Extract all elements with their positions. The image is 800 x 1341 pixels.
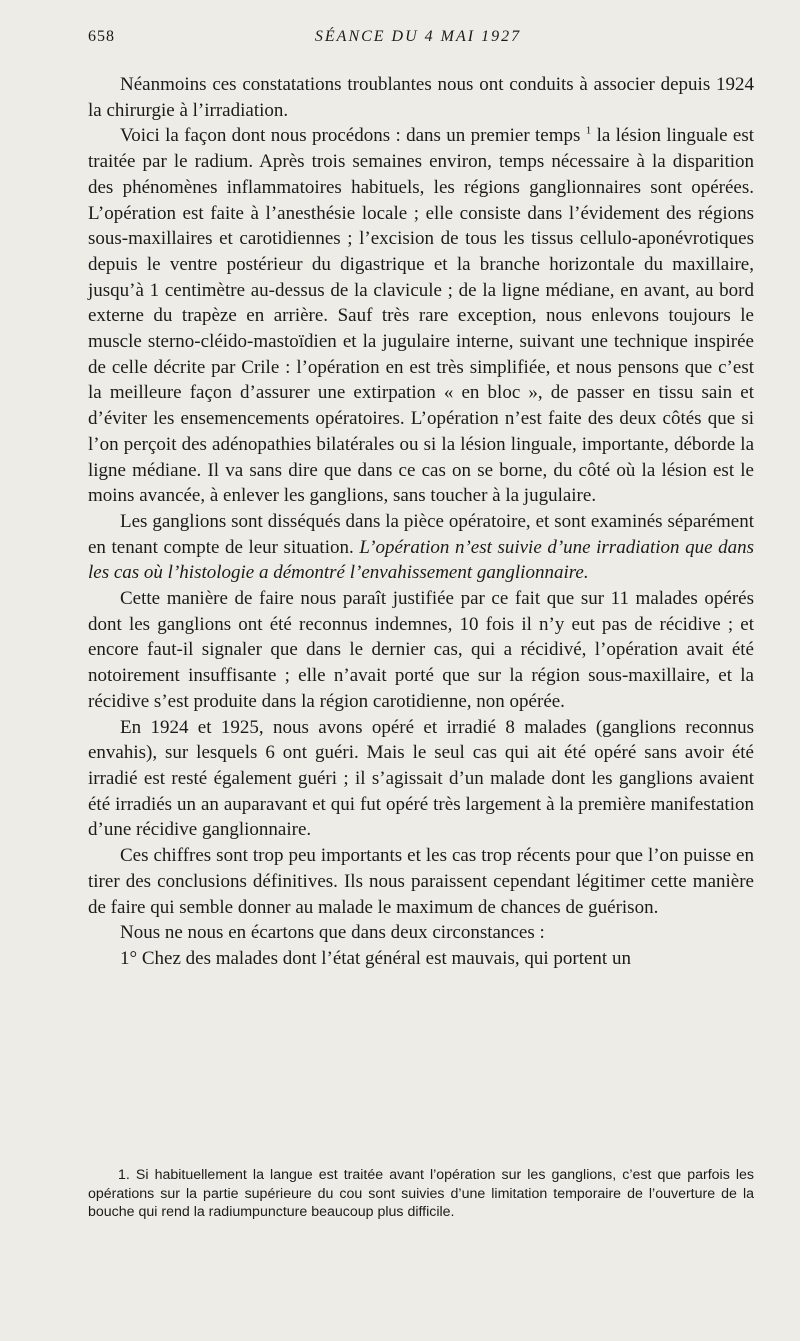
paragraph-3 xyxy=(88,509,754,586)
paragraph-text: Voici la façon dont nous procédons : dans un premier temps xyxy=(120,125,581,147)
paragraph-4 xyxy=(88,586,754,715)
paragraph-7 xyxy=(88,920,754,946)
paragraph-5 xyxy=(88,715,754,844)
paragraph-text: Cette manière de faire nous paraît justifiée par ce fait que sur 11 malades opérés dont les ganglions ont été reconnus indemnes, 10 fois il n’y eut pas de récidive ; et encore faut-il signaler que dans le dernier cas, qui a récidivé, l’opération avait été notoirement insuffisante ; elle n’avait porté que sur la région sous-maxillaire, et la récidive s’est produite dans la région carotidienne, non opérée. xyxy=(88,588,754,712)
paragraph-text: Nous ne nous en écartons que dans deux circonstances : xyxy=(120,922,545,944)
running-header xyxy=(88,28,748,52)
main-text xyxy=(88,72,754,972)
paragraph-text: 1° Chez des malades dont l’état général est mauvais, qui portent un xyxy=(120,947,631,969)
page-number: 658 xyxy=(88,28,115,45)
paragraph-text: Ces chiffres sont trop peu importants et les cas trop récents pour que l’on puisse en tirer des conclusions définitives. Ils nous paraissent cependant légitimer cette manière de faire qui semble donner au malade le maximum de chances de guérison. xyxy=(88,845,754,918)
paragraph-text: En 1924 et 1925, nous avons opéré et irradié 8 malades (ganglions reconnus envahis), sur lesquels 6 ont guéri. Mais le seul cas qui ait été opéré sans avoir été irradié est resté également guéri ; il s’agissait d’un malade dont les ganglions avaient été irradiés un an auparavant et qui fut opéré très largement à la première manifestation d’une récidive ganglionnaire. xyxy=(88,716,754,841)
running-title: SÉANCE DU 4 MAI 1927 xyxy=(314,28,522,45)
paragraph-text: Néanmoins ces constatations troublantes nous ont conduits à associer depuis 1924 la chirurgie à l’irradiation. xyxy=(88,74,754,121)
paragraph-8 xyxy=(88,946,754,972)
footnote-reference: 1 xyxy=(585,125,592,138)
footnote xyxy=(88,1166,754,1222)
paragraph-1 xyxy=(88,72,754,123)
paragraph-6 xyxy=(88,843,754,920)
emphasized-text: L’opération n’est suivie d’une irradiation que dans les cas où l’histologie a démontré l’envahissement ganglionnaire. xyxy=(88,536,754,584)
paragraph-text: la lésion linguale est traitée par le radium. Après trois semaines environ, temps nécessaire à la disparition des phénomènes inflammatoires habituels, les régions ganglionnaires sont opérées. L’opération est faite à l’anesthésie locale ; elle consiste dans l’évidement des régions sous-maxillaires et carotidiennes ; l’excision de tous les tissus cellulo-aponévrotiques depuis le ventre postérieur du digastrique et la branche horizontale du maxillaire, jusqu’à 1 centimètre au-dessus de la clavicule ; de la ligne médiane, en avant, au bord externe du trapèze en arrière. Sauf très rare exception, nous enlevons toujours le muscle sterno-cléido-mastoïdien et la jugulaire interne, suivant une technique inspirée de celle décrite par Crile : l’opération en est très simplifiée, et nous pensons que c’est la meilleure façon d’assurer une extirpation « en bloc », de passer en tissu sain et d’éviter les ensemencements opératoires. L’opération n’est faite des deux côtés que si l’on perçoit des adénopathies bilatérales ou si la lésion linguale, importante, déborde la ligne médiane. Il va sans dire que dans ce cas on se borne, du côté où la lésion est le moins avancée, à enlever les ganglions, sans toucher à la jugulaire. xyxy=(88,125,755,507)
paragraph-2 xyxy=(88,123,754,509)
paragraph-text: Les ganglions sont disséqués dans la pièce opératoire, et sont examinés séparément en tenant compte de leur situation. xyxy=(88,510,754,558)
footnote-text: 1. Si habituellement la langue est traitée avant l’opération sur les ganglions, c’est que parfois les opérations sur la partie supérieure du cou sont suivies d’une limitation temporaire de l’ouverture de la bouche qui rend la radiumpuncture beaucoup plus difficile. xyxy=(88,1167,754,1220)
